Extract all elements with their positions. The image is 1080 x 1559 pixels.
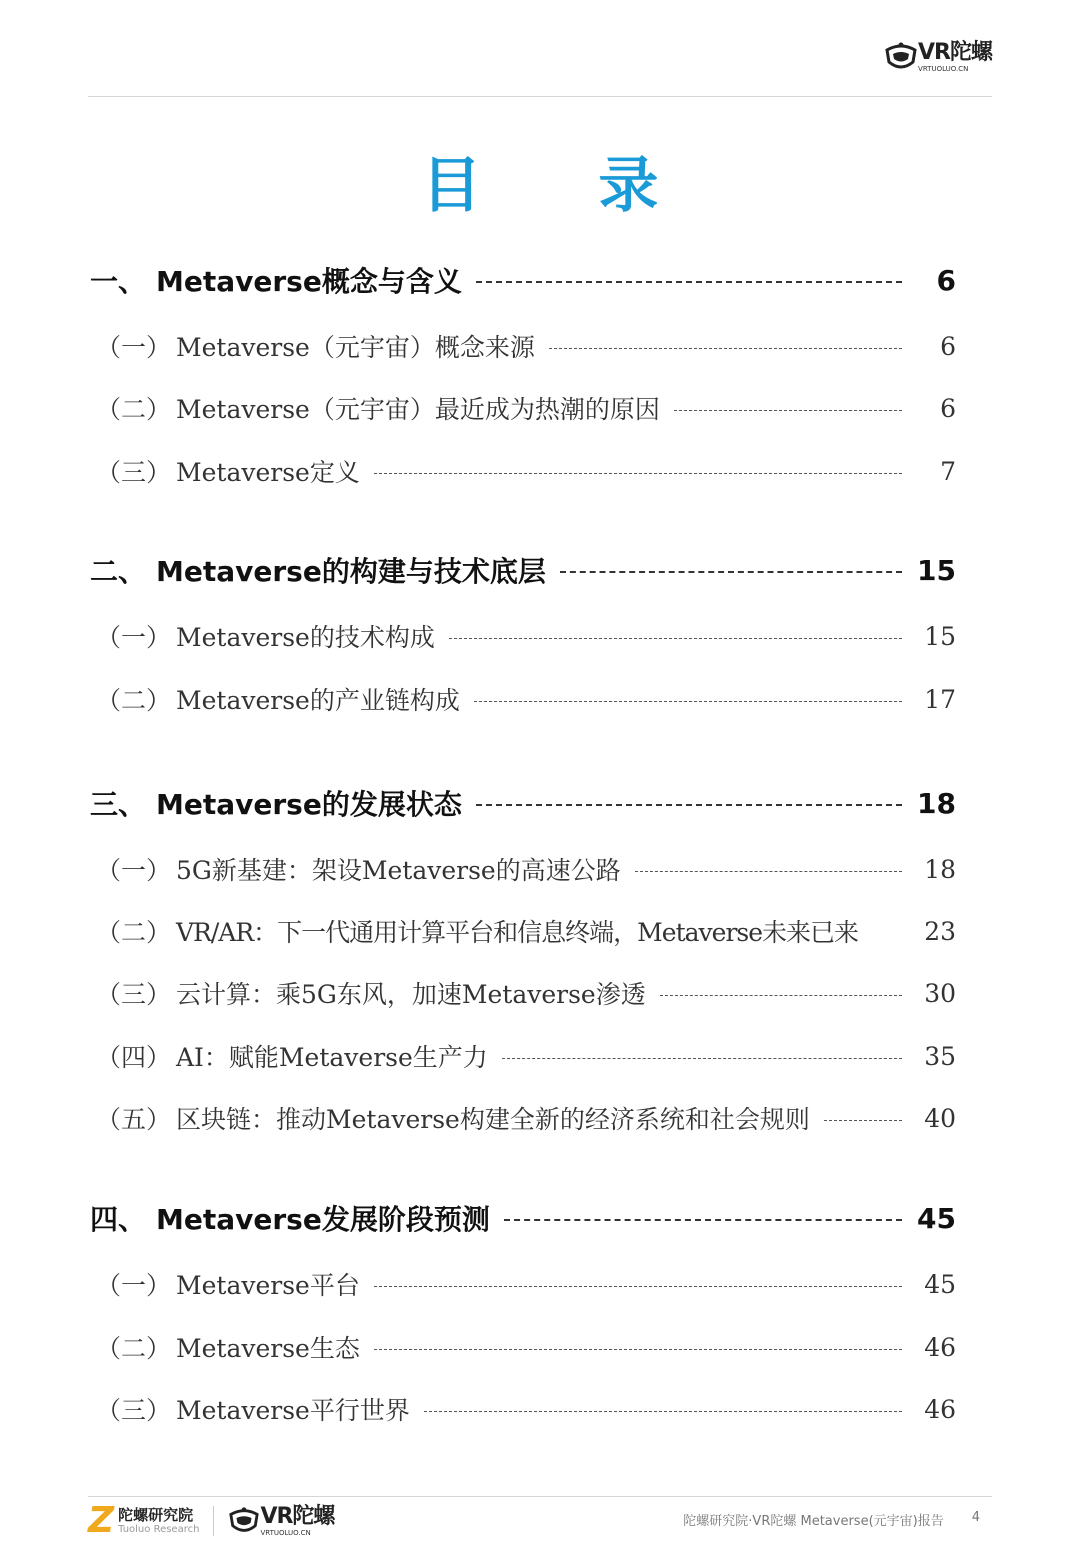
header-logo-text: VR陀螺 [918,39,992,65]
toc-entry-1[interactable] [90,260,956,300]
toc-leader [674,410,902,411]
toc-label: AI：赋能Metaverse生产力 [176,1043,488,1072]
toc-number: （一） [96,623,172,652]
tuoluo-z-logo-icon: Z [88,1500,115,1541]
toc-leader [474,701,902,702]
toc-leader [476,281,902,283]
toc-leader [424,1411,902,1412]
toc-leader [449,638,902,639]
toc-entry-3-4[interactable] [90,1036,956,1076]
toc-label: Metaverse概念与含义 [156,265,462,298]
toc-number: （三） [96,1396,172,1425]
toc-entry-2[interactable] [90,550,956,590]
report-title: 陀螺研究院·VR陀螺 Metaverse(元宇宙)报告 [683,1514,944,1529]
toc-page: 40 [924,1103,956,1133]
toc-number: （一） [96,333,172,362]
toc-page: 45 [924,1269,956,1299]
toc-page: 6 [940,331,956,361]
toc-page: 30 [924,978,956,1008]
toc-label: Metaverse的产业链构成 [176,686,460,715]
toc-number: 三、 [90,788,147,821]
toc-number: 一、 [90,265,147,298]
toc-label: Metaverse的构建与技术底层 [156,555,546,588]
toc-leader [374,1286,902,1287]
toc-label: Metaverse发展阶段预测 [156,1203,490,1236]
toc-leader [824,1120,902,1121]
toc-label: Metaverse（元宇宙）概念来源 [176,333,535,362]
footer-logo-subtext: VRTUOLUO.CN [260,1528,311,1537]
toc-entry-2-2[interactable] [90,679,956,719]
toc-label: Metaverse生态 [176,1334,360,1363]
toc-entry-3[interactable] [90,783,956,823]
toc-entry-3-3[interactable] [90,973,956,1013]
toc-leader [549,348,902,349]
toc-label: VR/AR：下一代通用计算平台和信息终端，Metaverse未来已来 [176,918,859,947]
toc-label: Metaverse定义 [176,458,360,487]
toc-page: 6 [940,393,956,423]
toc-page: 17 [924,684,956,714]
toc-page: 6 [936,263,956,297]
toc-entry-4-2[interactable] [90,1327,956,1367]
toc-page: 35 [924,1041,956,1071]
toc-entry-2-1[interactable] [90,616,956,656]
tuoluo-research-cn: 陀螺研究院 [118,1506,194,1525]
toc-number: （五） [96,1105,172,1134]
toc-page: 15 [924,621,956,651]
toc-page: 7 [940,456,956,486]
toc-number: （四） [96,1043,172,1072]
header-logo [884,40,992,74]
toc-number: （三） [96,980,172,1009]
toc-entry-1-2[interactable] [90,388,956,428]
toc-label: Metaverse平台 [176,1271,360,1300]
toc-page: 45 [917,1201,956,1235]
toc-leader [502,1058,902,1059]
toc-label: 云计算：乘5G东风，加速Metaverse渗透 [176,980,646,1009]
header-logo-subtext: VRTUOLUO.CN [918,64,969,73]
toc-label: Metaverse的发展状态 [156,788,462,821]
vr-headset-icon [884,40,918,74]
toc-leader [660,995,902,996]
toc-page: 15 [917,553,956,587]
toc-label: Metaverse的技术构成 [176,623,435,652]
footer-logo-separator [213,1506,214,1536]
toc-label: Metaverse（元宇宙）最近成为热潮的原因 [176,395,660,424]
toc-number: （二） [96,1334,172,1363]
page-title: 目 录 [421,151,707,221]
toc-entry-3-2[interactable] [90,911,956,951]
toc-leader [374,1349,902,1350]
vr-headset-icon [228,1505,260,1537]
toc-entry-4-3[interactable] [90,1389,956,1429]
toc-number: （二） [96,686,172,715]
toc-entry-3-1[interactable] [90,849,956,889]
toc-entry-3-5[interactable] [90,1098,956,1138]
footer-meta [683,1510,980,1529]
toc-page: 46 [924,1394,956,1424]
toc-leader [374,473,902,474]
toc-leader [560,571,902,573]
toc-number: 四、 [90,1203,147,1236]
toc-label: 5G新基建：架设Metaverse的高速公路 [176,856,621,885]
footer-logos [88,1500,335,1541]
footer-divider [88,1496,992,1497]
toc-leader [635,871,902,872]
toc-leader [476,804,902,806]
header-divider [88,96,992,97]
toc-page: 18 [917,786,956,820]
toc-leader [504,1219,902,1221]
toc-number: （三） [96,458,172,487]
toc-page: 46 [924,1332,956,1362]
toc-entry-4-1[interactable] [90,1264,956,1304]
toc-entry-4[interactable] [90,1198,956,1238]
toc-entry-1-1[interactable] [90,326,956,366]
toc-number: （一） [96,1271,172,1300]
toc-page: 18 [924,854,956,884]
toc-label: 区块链：推动Metaverse构建全新的经济系统和社会规则 [176,1105,810,1134]
toc-number: （一） [96,856,172,885]
toc-number: （二） [96,918,172,947]
tuoluo-research-en: Tuoluo Research [118,1523,200,1535]
toc-label: Metaverse平行世界 [176,1396,410,1425]
toc-number: （二） [96,395,172,424]
toc-number: 二、 [90,555,147,588]
footer-logo-text: VR陀螺 [260,1503,335,1529]
toc-entry-1-3[interactable] [90,451,956,491]
toc-page: 23 [924,916,956,946]
page-number: 4 [971,1510,980,1525]
